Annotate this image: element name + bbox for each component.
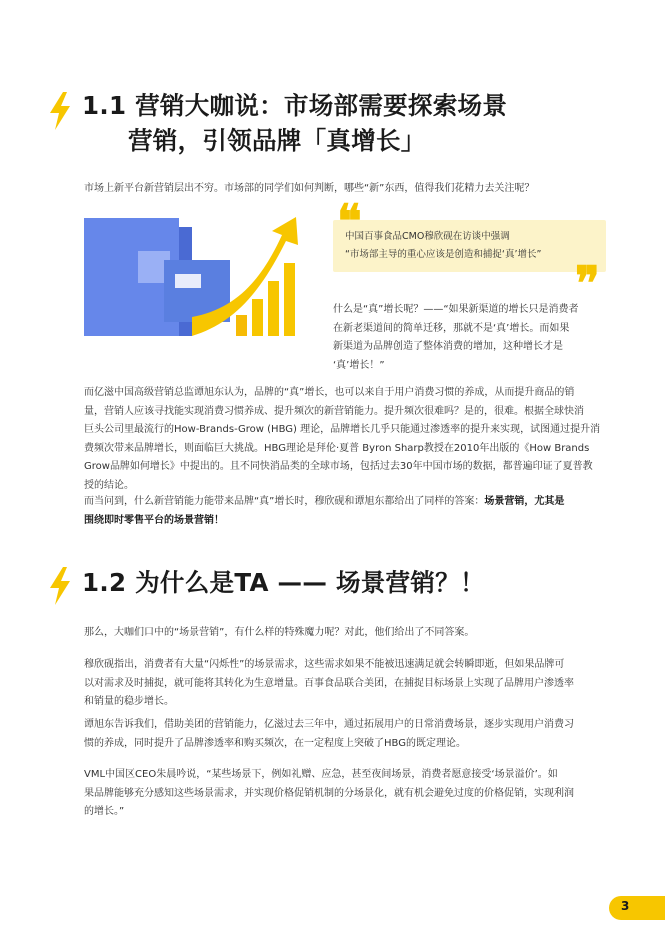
bar-3 [268, 281, 279, 336]
section-1-title-line-1: 1.1 营销大咖说：市场部需要探索场景 [82, 91, 508, 120]
bar-4 [284, 263, 295, 336]
side-text-line: 新渠道为品牌创造了整体消费的增加，这种增长才是 [333, 341, 563, 352]
section-1-title-line-2: 营销，引领品牌「真增长」 [128, 126, 426, 155]
paragraph-line: 穆欣砚指出，消费者有大量“闪烁性”的场景需求，这些需求如果不能被迅速满足就会转瞬即逝，但如果品牌可 [84, 659, 565, 670]
section-1-intro: 市场上新平台新营销层出不穷。市场部的同学们如何判断，哪些“新”东西，值得我们花精力去关注呢？ [84, 183, 535, 194]
paragraph-line: VML中国区CEO朱晨吟说，“某些场景下，例如礼赠、应急，甚至夜间场景，消费者愿意接受‘场景溢价’。如 [84, 769, 558, 780]
paragraph-line: 而亿滋中国高级营销总监谭旭东认为，品牌的“真”增长，也可以来自于用户消费习惯的养成，从而提升商品的销 [84, 387, 575, 398]
page-number: 3 [621, 899, 630, 913]
side-text-line: 什么是“真”增长呢？——“如果新渠道的增长只是消费者 [333, 304, 579, 315]
section-1-paragraph-2 [84, 493, 564, 530]
paragraph-line: 的增长。” [84, 806, 125, 817]
paragraph-line: 和销量的稳步增长。 [84, 696, 174, 707]
paragraph-line: 费频次带来品牌增长，则面临巨大挑战。HBG理论是拜伦·夏普 Byron Sharp教授在2010年出版的《How Brands [84, 442, 590, 454]
quote-line-2: “市场部主导的重心应该是创造和捕捉‘真’增长” [345, 249, 542, 260]
paragraph-line: 谭旭东告诉我们，借助美团的营销能力，亿滋过去三年中，通过拓展用户的日常消费场景，逐步实现用户消费习 [84, 719, 574, 730]
paragraph-line: 授的结论。 [84, 479, 134, 491]
quote-box [333, 220, 606, 272]
paragraph-line: 惯的养成，同时提升了品牌渗透率和购买频次，在一定程度上突破了HBG的既定理论。 [84, 737, 466, 749]
section-2-paragraph-3 [84, 716, 574, 753]
paragraph-text: 而当问到，什么新营销能力能带来品牌“真”增长时，穆欣砚和谭旭东都给出了同样的答案： [84, 496, 485, 507]
quote-close-icon: ❞ [575, 256, 600, 310]
paragraph-line: 量，营销人应该寻找能实现消费习惯养成、提升频次的新营销能力。提升频次很难吗？是的，很难。根据全球快消 [84, 405, 584, 417]
side-text-line: 在新老渠道间的简单迁移，那就不是‘真’增长。而如果 [333, 322, 570, 334]
paragraph-bold: 场景营销，尤其是 [484, 496, 565, 507]
quote-line-1: 中国百事食品CMO穆欣砚在访谈中强调 [345, 231, 510, 242]
paragraph-line: 以对需求及时捕捉，就可能将其转化为生意增量。百事食品联合美团，在捕捉目标场景上实现了品牌用户渗透率 [84, 677, 574, 689]
bar-2 [252, 299, 263, 336]
section-1-paragraph-1 [84, 384, 600, 495]
page-number-badge [609, 896, 665, 920]
paragraph-line: Grow品牌如何增长》中提出的。且不同快消品类的全球市场，包括过去30年中国市场的数据，都普遍印证了夏普教 [84, 461, 593, 472]
section-2-paragraph-2 [84, 656, 574, 712]
paragraph-line: 巨头公司里最流行的How-Brands-Grow (HBG) 理论，品牌增长几乎只能通过渗透率的提升来实现，试图通过提升消 [84, 424, 601, 435]
growth-illustration [84, 205, 314, 340]
section-2-title: 1.2 为什么是TA —— 场景营销？！ [82, 568, 485, 597]
paragraph-line: 果品牌能够充分感知这些场景需求，并实现价格促销机制的分场景化，就有机会避免过度的价格促销，实现利润 [84, 787, 574, 799]
section-2-paragraph-4 [84, 766, 574, 822]
side-text-line: ‘真’增长！” [333, 359, 385, 371]
section-2-paragraph-1: 那么，大咖们口中的“场景营销”，有什么样的特殊魔力呢？对此，他们给出了不同答案。 [84, 627, 475, 638]
lightning-bolt-icon [48, 92, 72, 130]
paragraph-bold: 围绕即时零售平台的场景营销！ [84, 514, 224, 526]
side-text [333, 301, 613, 375]
lightning-bolt-icon [48, 567, 72, 605]
